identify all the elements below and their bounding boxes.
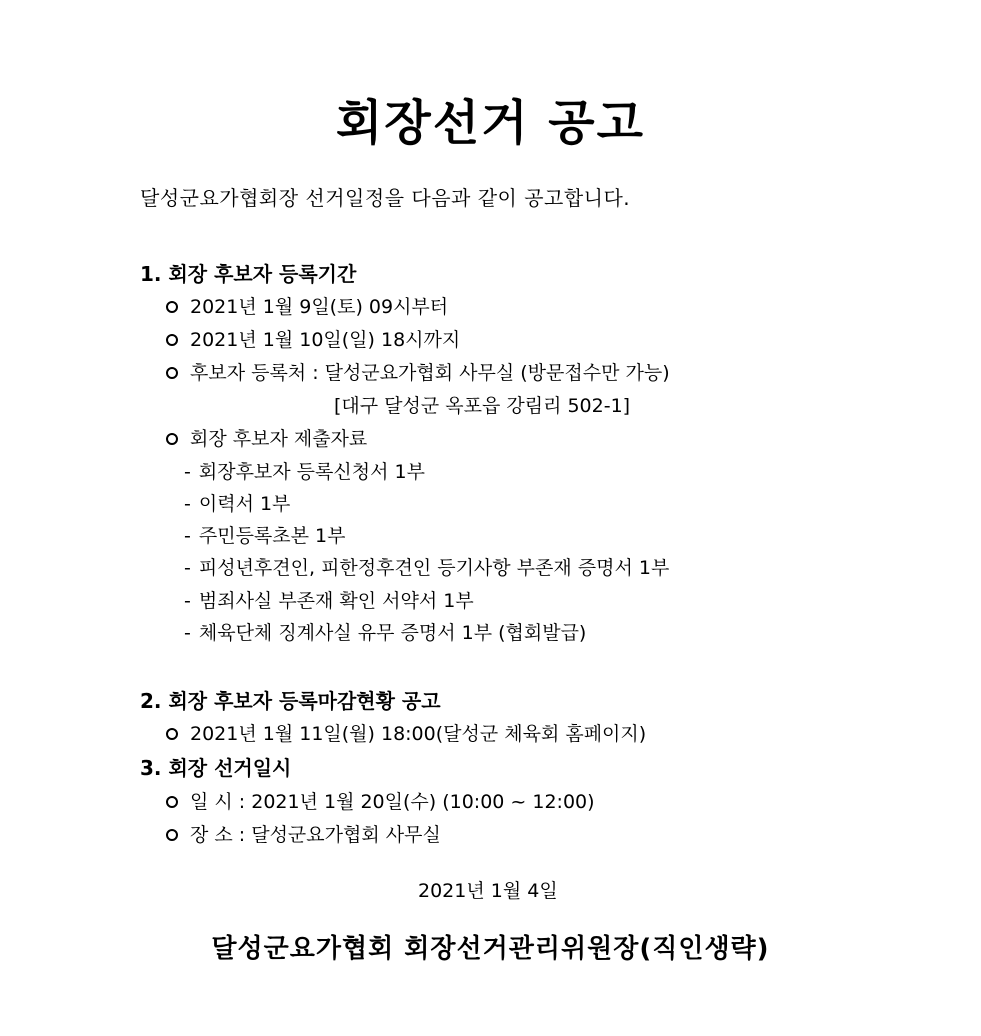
document-date: 2021년 1월 4일 xyxy=(418,880,558,902)
circle-bullet-icon xyxy=(166,367,178,379)
document-item-text: 범죄사실 부존재 확인 서약서 1부 xyxy=(198,590,474,612)
section1-start-item xyxy=(166,292,448,319)
section1-documents-heading: 회장 후보자 제출자료 xyxy=(190,428,368,450)
section1-documents-heading-item xyxy=(166,424,367,451)
section1-end-item xyxy=(166,325,460,352)
section1-end-text: 2021년 1월 10일(일) 18시까지 xyxy=(190,329,461,351)
dash-bullet-icon: - xyxy=(184,525,191,547)
list-item xyxy=(184,521,345,548)
circle-bullet-icon xyxy=(166,301,178,313)
list-item xyxy=(184,586,474,613)
section1-place-item xyxy=(166,358,670,385)
section3-location-item xyxy=(166,820,441,847)
section3-datetime-text: 일 시 : 2021년 1월 20일(수) (10:00 ~ 12:00) xyxy=(190,791,595,813)
section2-item xyxy=(166,719,646,746)
section3-location-text: 장 소 : 달성군요가협회 사무실 xyxy=(190,824,441,846)
section3-heading: 3. 회장 선거일시 xyxy=(140,756,292,780)
document-item-text: 체육단체 징계사실 유무 증명서 1부 (협회발급) xyxy=(198,622,587,644)
document-item-text: 피성년후견인, 피한정후견인 등기사항 부존재 증명서 1부 xyxy=(198,557,670,579)
dash-bullet-icon: - xyxy=(184,622,191,644)
section3-datetime-item xyxy=(166,787,595,814)
circle-bullet-icon xyxy=(166,334,178,346)
list-item xyxy=(184,618,586,645)
section1-address: [대구 달성군 옥포읍 강림리 502-1] xyxy=(334,395,631,417)
circle-bullet-icon xyxy=(166,829,178,841)
section1-heading: 1. 회장 후보자 등록기간 xyxy=(140,262,357,286)
document-item-text: 회장후보자 등록신청서 1부 xyxy=(198,461,425,483)
list-item xyxy=(184,553,669,580)
section2-item-text: 2021년 1월 11일(월) 18:00(달성군 체육회 홈페이지) xyxy=(190,723,647,745)
section1-place-text: 후보자 등록처 : 달성군요가협회 사무실 (방문접수만 가능) xyxy=(190,362,670,384)
circle-bullet-icon xyxy=(166,433,178,445)
list-item xyxy=(184,457,425,484)
document-item-text: 이력서 1부 xyxy=(198,493,291,515)
dash-bullet-icon: - xyxy=(184,493,191,515)
document-title: 회장선거 공고 xyxy=(336,95,645,151)
signature-line: 달성군요가협회 회장선거관리위원장(직인생략) xyxy=(211,934,770,964)
section2-heading: 2. 회장 후보자 등록마감현황 공고 xyxy=(140,689,441,713)
circle-bullet-icon xyxy=(166,728,178,740)
list-item xyxy=(184,489,290,516)
intro-text: 달성군요가협회장 선거일정을 다음과 같이 공고합니다. xyxy=(140,186,631,210)
dash-bullet-icon: - xyxy=(184,590,191,612)
dash-bullet-icon: - xyxy=(184,557,191,579)
section1-start-text: 2021년 1월 9일(토) 09시부터 xyxy=(190,296,449,318)
document-item-text: 주민등록초본 1부 xyxy=(198,525,346,547)
dash-bullet-icon: - xyxy=(184,461,191,483)
circle-bullet-icon xyxy=(166,796,178,808)
